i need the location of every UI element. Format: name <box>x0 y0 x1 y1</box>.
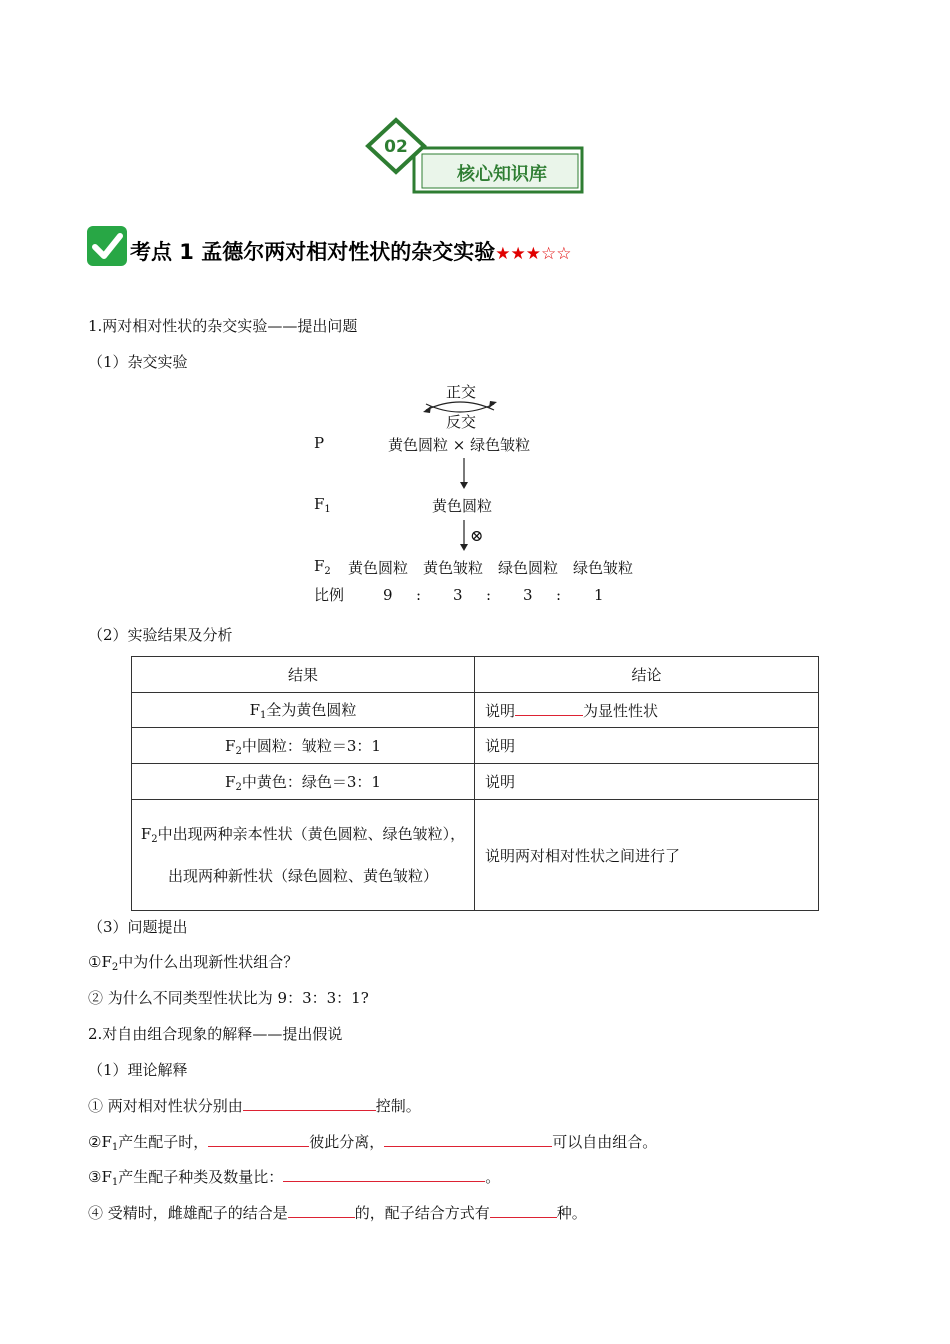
ratio-label: 比例 <box>314 586 345 604</box>
ratio-sep: : <box>486 586 492 604</box>
conclusion-cell: 说明 <box>475 728 819 764</box>
result-cell: $F_2$中黄色：绿色＝3：1 <box>132 764 475 800</box>
table-header: 结论 <box>475 657 819 693</box>
ratio-value: 3 <box>523 586 533 604</box>
item-2: $②F_1$产生配子时， 彼此分离， 可以自由组合。 <box>88 1133 658 1153</box>
answer-blank[interactable] <box>515 700 583 716</box>
item-4: ④ 受精时，雌雄配子的结合是 的，配子结合方式有 种。 <box>88 1204 587 1222</box>
table-header-row <box>132 657 819 693</box>
arrow-down-icon <box>458 458 470 490</box>
ratio-sep: : <box>416 586 422 604</box>
part1-sub2: （2）实验结果及分析 <box>88 626 233 644</box>
p-cross: 黄色圆粒 × 绿色皱粒 <box>388 436 531 454</box>
f1-value: 黄色圆粒 <box>432 497 493 515</box>
part1-sub1: （1）杂交实验 <box>88 353 188 371</box>
answer-blank[interactable] <box>490 1202 557 1218</box>
f2-type: 黄色皱粒 <box>423 559 484 577</box>
result-cell: $F_2$中出现两种亲本性状（黄色圆粒、绿色皱粒），出现两种新性状（绿色圆粒、黄色皱粒） <box>132 800 475 911</box>
table-row <box>132 800 819 911</box>
table-row <box>132 728 819 764</box>
answer-blank[interactable] <box>208 1131 309 1147</box>
badge-label: 核心知识库 <box>457 164 547 185</box>
difficulty-stars: ★★★☆☆ <box>495 244 572 264</box>
arrow-down-icon <box>458 520 470 552</box>
conclusion-cell: 说明 为显性性状 <box>475 693 819 728</box>
f2-type: 黄色圆粒 <box>348 559 409 577</box>
conclusion-cell: 说明 <box>475 764 819 800</box>
answer-blank[interactable] <box>283 1166 485 1182</box>
part2-sub1: （1）理论解释 <box>88 1061 188 1079</box>
f1-label: $F_1$ <box>314 495 331 515</box>
section-badge <box>362 116 590 196</box>
conclusion-cell: 说明两对相对性状之间进行了 <box>475 800 819 911</box>
item-3: $③F_1$产生配子种类及数量比： 。 <box>88 1168 501 1188</box>
ratio-value: 3 <box>453 586 463 604</box>
ratio-value: 1 <box>594 586 604 604</box>
results-table <box>131 656 819 911</box>
label-zhengjiao: 正交 <box>446 383 477 401</box>
question-1: $①F_2$中为什么出现新性状组合？ <box>88 953 299 973</box>
part2-heading: 2.对自由组合现象的解释——提出假说 <box>88 1025 343 1043</box>
f2-type: 绿色圆粒 <box>498 559 559 577</box>
table-row <box>132 693 819 728</box>
self-cross-icon: ⊗ <box>470 526 484 545</box>
ratio-value: 9 <box>383 586 393 604</box>
item-1: ① 两对相对性状分别由 控制。 <box>88 1097 421 1115</box>
section-title <box>130 236 571 266</box>
label-fanjiao: 反交 <box>446 413 477 431</box>
table-header: 结果 <box>132 657 475 693</box>
part1-sub3: （3）问题提出 <box>88 918 188 936</box>
result-cell: $F_2$中圆粒：皱粒＝3：1 <box>132 728 475 764</box>
ratio-sep: : <box>556 586 562 604</box>
question-2: ② 为什么不同类型性状比为 9：3：3：1? <box>88 989 369 1007</box>
result-cell: $F_1$全为黄色圆粒 <box>132 693 475 728</box>
answer-blank[interactable] <box>243 1095 376 1111</box>
answer-blank[interactable] <box>288 1202 355 1218</box>
badge-number: 02 <box>384 137 408 157</box>
section-title-text: 考点 1 孟德尔两对相对性状的杂交实验 <box>130 240 496 264</box>
table-row <box>132 764 819 800</box>
f2-type: 绿色皱粒 <box>573 559 634 577</box>
check-icon <box>87 226 127 266</box>
f2-label: $F_2$ <box>314 557 331 577</box>
answer-blank[interactable] <box>384 1131 552 1147</box>
part1-heading: 1.两对相对性状的杂交实验——提出问题 <box>88 317 358 335</box>
p-label: P <box>314 434 325 452</box>
